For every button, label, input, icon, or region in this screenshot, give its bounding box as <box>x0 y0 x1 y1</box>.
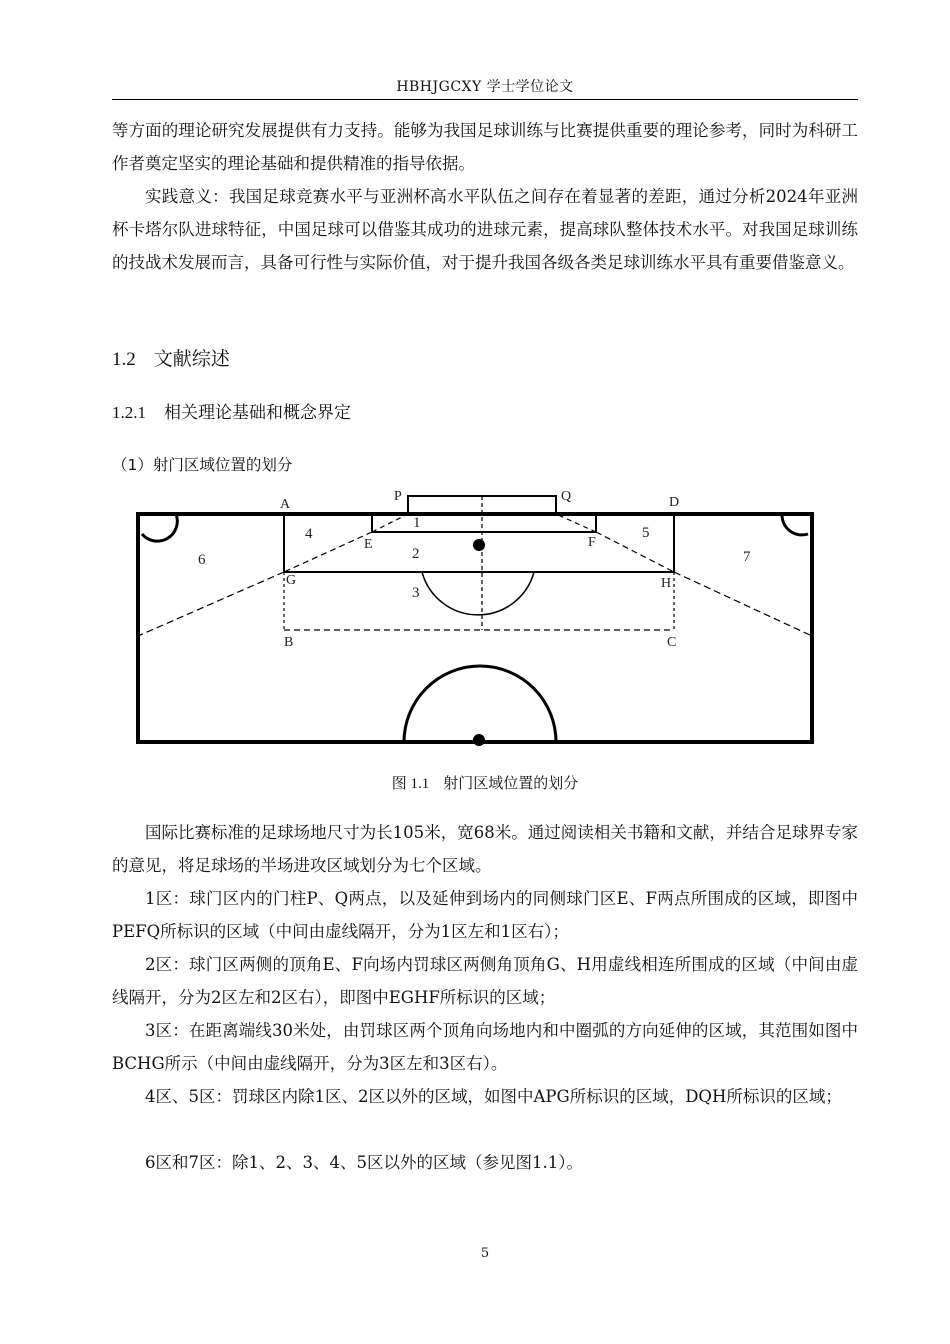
label-a: A <box>280 497 291 512</box>
zone-label-7: 7 <box>743 549 751 565</box>
zone-label-2: 2 <box>412 546 420 562</box>
label-b: B <box>284 635 294 650</box>
paragraph-significance-theory-end: 等方面的理论研究发展提供有力支持。能够为我国足球训练与比赛提供重要的理论参考，同时为科研工作者奠定坚实的理论基础和提供精准的指导依据。 <box>112 121 858 173</box>
zone-label-1: 1 <box>413 515 421 531</box>
corner-arc-left <box>142 514 177 541</box>
zone-label-5: 5 <box>642 525 650 541</box>
page-number: 5 <box>480 1246 490 1261</box>
center-spot <box>473 734 485 746</box>
paragraph-practical-significance: 实践意义：我国足球竞赛水平与亚洲杯高水平队伍之间存在着显著的差距，通过分析2024年亚洲杯卡塔尔队进球特征，中国足球可以借鉴其成功的进球元素，提高球队整体技术水平。对我国足球训练的技战术发展而言，具备可行性与实际价值，对于提升我国各级各类足球训练水平具有重要借鉴意义。 <box>112 187 858 272</box>
figure-caption-number: 图 1.1 <box>391 776 430 792</box>
paragraph-zone-2: 2区：球门区两侧的顶角E、F向场内罚球区两侧角顶角G、H用虚线相连所围成的区域（中间由虚线隔开，分为2区左和2区右），即图中EGHF所标识的区域； <box>112 955 858 1007</box>
penalty-spot <box>473 539 485 551</box>
dashed-line-e-g <box>284 532 372 572</box>
label-p: P <box>394 489 402 504</box>
section-title: 文献综述 <box>153 348 230 370</box>
shooting-zone-diagram <box>136 484 816 750</box>
label-h: H <box>661 576 672 591</box>
zone-label-4: 4 <box>305 526 313 542</box>
section-number: 1.2 <box>112 349 136 370</box>
header-rule <box>112 99 858 100</box>
dashed-line-e-p <box>372 514 408 532</box>
paragraph-zone-1: 1区：球门区内的门柱P、Q两点，以及延伸到场内的同侧球门区E、F两点所围成的区域，即图中PEFQ所标识的区域（中间由虚线隔开，分为1区左和1区右）； <box>112 889 858 941</box>
paragraph-zone-3: 3区：在距离端线30米处，由罚球区两个顶角向场地内和中圈弧的方向延伸的区域，其范围如图中BCHG所示（中间由虚线隔开，分为3区左和3区右）。 <box>112 1021 858 1073</box>
paragraph-zone-4-5: 4区、5区：罚球区内除1区、2区以外的区域，如图中APG所标识的区域，DQH所标识的区域； <box>145 1087 842 1106</box>
corner-arc-right <box>782 514 808 535</box>
label-q: Q <box>561 489 572 504</box>
paragraph-pitch-dimensions: 国际比赛标准的足球场地尺寸为长105米，宽68米。通过阅读相关书籍和文献，并结合足球界专家的意见，将足球场的半场进攻区域划分为七个区域。 <box>112 823 858 875</box>
label-d: D <box>669 495 680 510</box>
figure-caption <box>112 772 858 793</box>
figure-caption-title: 射门区域位置的划分 <box>443 774 579 792</box>
running-header: HBHJGCXY 学士学位论文 <box>396 79 574 95</box>
paragraph-zone-6-7: 6区和7区：除1、2、3、4、5区以外的区域（参见图1.1）。 <box>145 1153 583 1172</box>
zone-label-3: 3 <box>412 585 420 601</box>
subsection-title: 相关理论基础和概念界定 <box>164 403 351 423</box>
label-f: F <box>588 535 596 550</box>
dashed-line-h-right-edge <box>674 572 812 636</box>
section-heading-literature-review <box>112 344 230 371</box>
label-e: E <box>364 537 373 552</box>
subsection-number: 1.2.1 <box>112 403 146 422</box>
zone-label-6: 6 <box>198 552 206 568</box>
subsection-heading-theory-basis <box>112 398 351 423</box>
dashed-line-f-h <box>596 532 674 572</box>
sub-subsection-heading-shooting-zones: （1）射门区域位置的划分 <box>112 456 293 474</box>
center-circle-arc <box>404 666 556 742</box>
penalty-arc <box>422 572 534 615</box>
label-c: C <box>667 635 677 650</box>
dashed-line-f-q <box>556 514 596 532</box>
dashed-line-g-left-edge <box>138 572 284 636</box>
label-g: G <box>286 573 297 588</box>
